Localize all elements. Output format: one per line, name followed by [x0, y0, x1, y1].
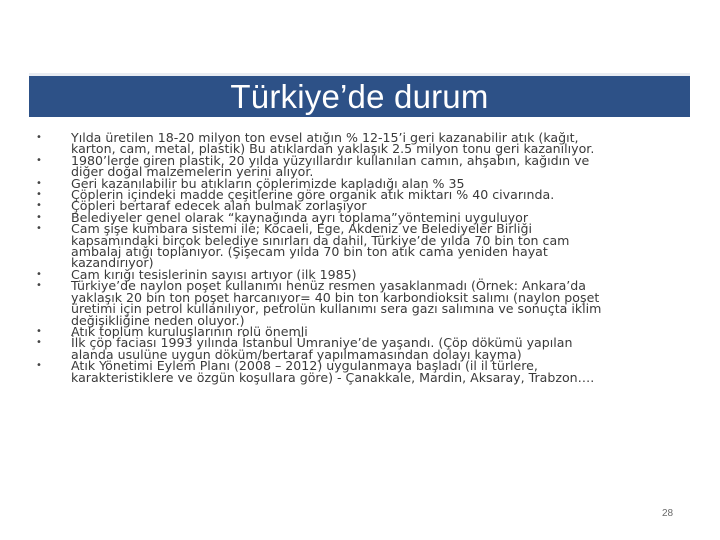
- slide-title: Türkiye’de durum: [230, 78, 489, 115]
- bullet-text: Türkiye’de naylon poşet kullanımı henüz resmen yasaklanmadı (Örnek: Ankara’da yaklaşık 20 bin ton poşet harcanıyor= 40 bin ton karbondioksit salımı (naylon poşet üretimi için petrol kullanılıyor, petrolün kullanımı sera gazı salımına ve sonuçta iklim değişikliğine neden oluyor.): [71, 278, 602, 328]
- bullet-text: Çöplerin içindeki madde çeşitlerine göre organik atık miktarı % 40 civarında.: [71, 187, 555, 203]
- page-number: 28: [662, 508, 674, 519]
- bullet-dot-icon: •: [36, 132, 42, 143]
- bullet-dot-icon: •: [36, 268, 42, 280]
- bullet-item: [36, 132, 696, 155]
- bullet-text: Atık toplum kuruluşlarının rolü önemli: [71, 323, 308, 339]
- bullet-text: Atık Yönetimi Eylem Planı (2008 – 2012) uygulanmaya başladı (il il türlere, karakteristiklere ve özgün koşullara göre) - Çanakkale, Mardin, Aksaray, Trabzon….: [71, 358, 595, 385]
- bullet-text: 1980’lerde giren plastik, 20 yılda yüzyıllardır kullanılan camın, ahşabın, kağıdın ve diğer doğal malzemelerin yerini alıyor.: [71, 152, 590, 180]
- bullet-text: Belediyeler genel olarak “kaynağında ayrı toplama”yöntemini uyguluyor: [71, 209, 529, 225]
- bullet-text: Çöpleri bertaraf edecek alan bulmak zorlaşıyor: [71, 198, 367, 214]
- bullet-text: Cam kırığı tesislerinin sayısı artıyor (ilk 1985): [71, 266, 357, 282]
- bullet-dot-icon: •: [36, 280, 42, 292]
- bullet-dot-icon: •: [36, 337, 42, 349]
- bullet-dot-icon: •: [36, 200, 42, 212]
- bullet-item: [36, 280, 696, 326]
- bullet-item: [36, 337, 696, 360]
- bullet-text: Cam şişe kumbara sistemi ile; Kocaeli, Ege, Akdeniz ve Belediyeler Birliği kapsamındaki birçok belediye sınırları da dahil, Türkiye’de yılda 70 bin ton cam ambalaj atığı toplanıyor. (Şişecam yılda 70 bin ton atık cama yeniden hayat kazandırıyor): [71, 221, 570, 271]
- bullet-list: [36, 132, 696, 383]
- bullet-dot-icon: •: [36, 211, 42, 223]
- slide-title-bar: [29, 73, 690, 117]
- bullet-dot-icon: •: [36, 154, 42, 166]
- bullet-item: [36, 223, 696, 269]
- bullet-dot-icon: •: [36, 189, 42, 201]
- bullet-dot-icon: •: [36, 360, 42, 372]
- bullet-text: Yılda üretilen 18-20 milyon ton evsel atığın % 12-15’i geri kazanabilir atık (kağıt, karton, cam, metal, plastik) Bu atıklardan yaklaşık 2.5 milyon tonu geri kazanılıyor.: [71, 130, 595, 157]
- bullet-dot-icon: •: [36, 223, 42, 235]
- bullet-item: [36, 360, 696, 383]
- bullet-text: İlk çöp faciası 1993 yılında İstanbul Ümraniye’de yaşandı. (Çöp dökümü yapılan alanda usulüne uygun döküm/bertaraf yapılmamasından dolayı kayma): [71, 335, 573, 362]
- bullet-dot-icon: •: [36, 177, 42, 189]
- bullet-dot-icon: •: [36, 325, 42, 337]
- bullet-text: Geri kazanılabilir bu atıkların çöplerimizde kapladığı alan % 35: [71, 175, 465, 191]
- bullet-item: [36, 152, 696, 180]
